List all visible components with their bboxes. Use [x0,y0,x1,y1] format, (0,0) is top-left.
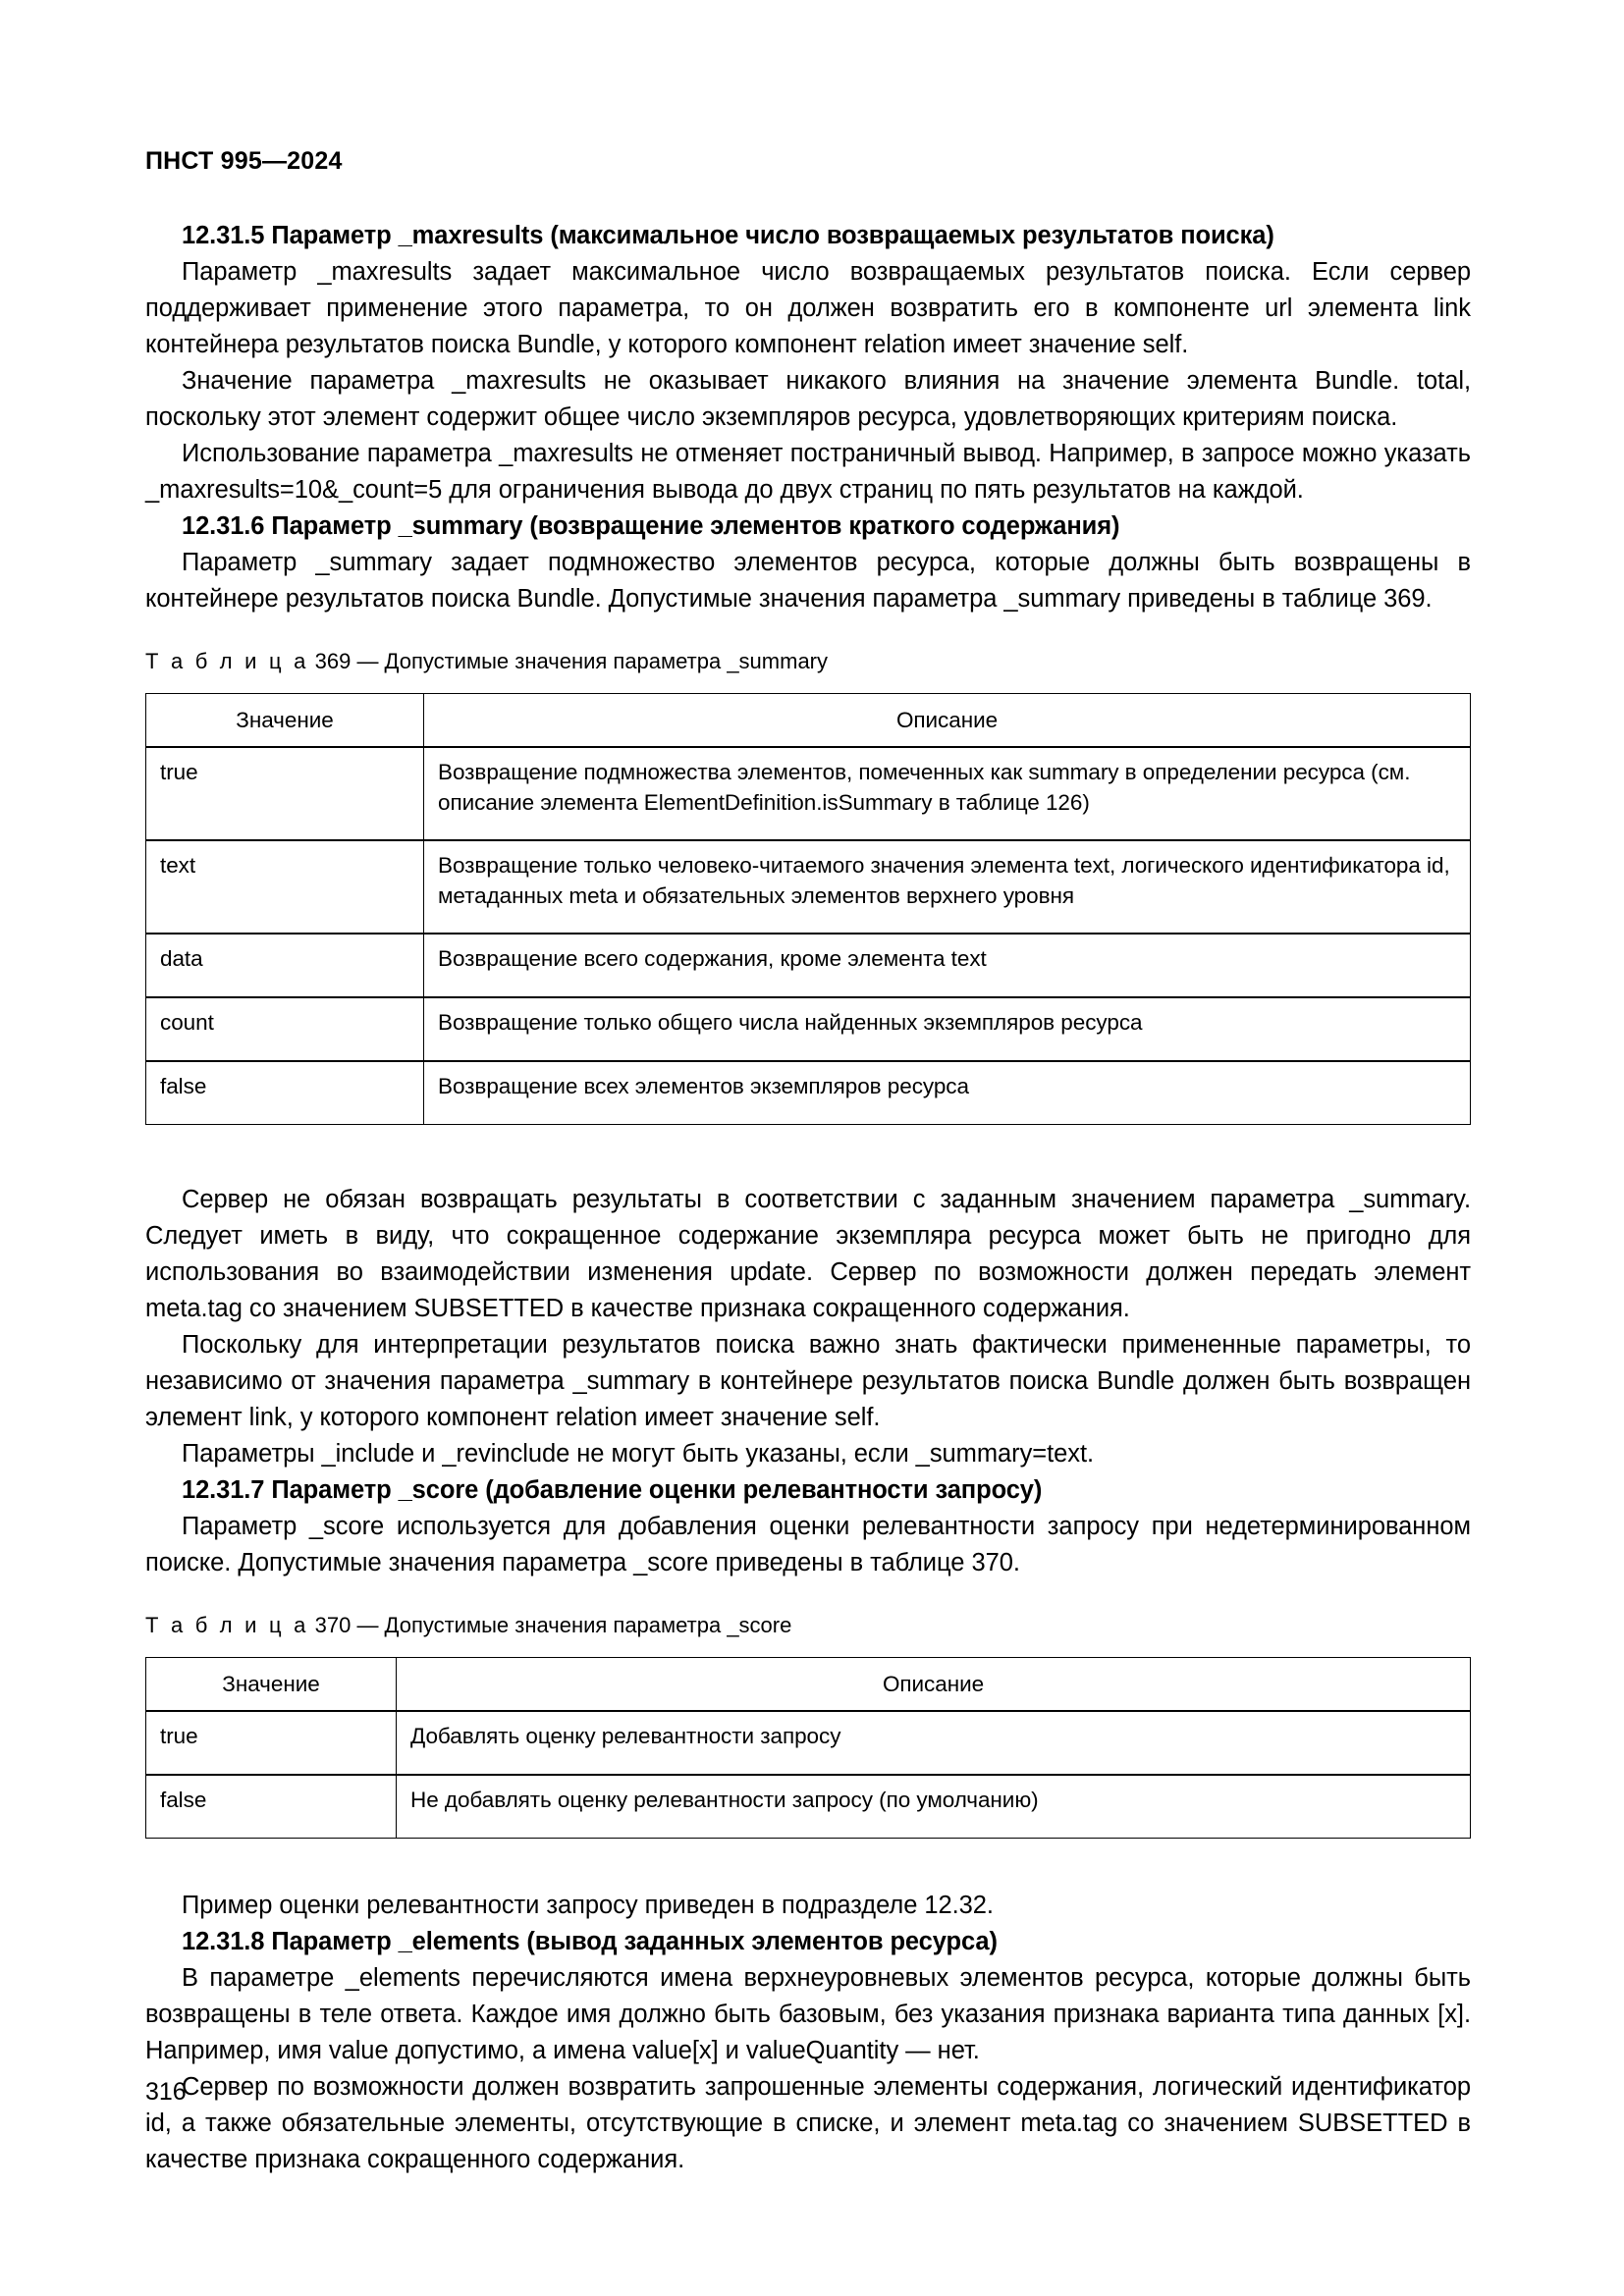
table-370-value-0: true [146,1711,397,1775]
table-370-caption-rest: 370 — Допустимые значения параметра _score [308,1613,792,1637]
paragraph-12-31-5-3: Использование параметра _maxresults не отменяет постраничный вывод. Например, в запросе можно указать _maxresults=10&_count=5 для ограничения вывода до двух страниц по пять результатов на каждой. [145,440,1471,504]
table-row [146,997,1471,1061]
table-370-col-value: Значение [146,1658,397,1712]
table-370-caption-word: Т а б л и ц а [145,1613,309,1637]
heading-12-31-8: 12.31.8 Параметр _elements (вывод заданных элементов ресурса) [182,1928,998,1955]
heading-12-31-5: 12.31.5 Параметр _maxresults (максимальное число возвращаемых результатов поиска) [182,222,1274,249]
table-369-value-2: data [146,934,424,997]
paragraph-12-31-6-after-2: Поскольку для интерпретации результатов поиска важно знать фактически примененные параметры, то независимо от значения параметра _summary в контейнере результатов поиска Bundle должен быть возвращен элемент link, у которого компонент relation имеет значение self. [145,1331,1471,1431]
table-row [146,934,1471,997]
table-370-caption [145,1611,1471,1640]
paragraph-12-31-5-1: Параметр _maxresults задает максимальное число возвращаемых результатов поиска. Если сервер поддерживает применение этого параметра, то он должен возвратить его в компоненте url элемента link контейнера результатов поиска Bundle, у которого компонент relation имеет значение self. [145,258,1471,358]
table-row [146,1711,1471,1775]
paragraph-12-31-7-after-1: Пример оценки релевантности запросу приведен в подразделе 12.32. [182,1892,994,1919]
table-370-col-description: Описание [397,1658,1471,1712]
table-row [146,1775,1471,1839]
table-369-col-description: Описание [424,694,1471,748]
paragraph-12-31-6-after-1: Сервер не обязан возвращать результаты в соответствии с заданным значением параметра _summary. Следует иметь в виду, что сокращенное содержание экземпляра ресурса может быть не пригодно для использования во взаимодействии изменения update. Сервер по возможности должен передать элемент meta.tag со значением SUBSETTED в качестве признака сокращенного содержания. [145,1186,1471,1322]
table-369-col-value: Значение [146,694,424,748]
table-369-description-4: Возвращение всех элементов экземпляров ресурса [424,1061,1471,1125]
table-369-value-4: false [146,1061,424,1125]
table-369-value-1: text [146,840,424,934]
running-head: ПНСТ 995—2024 [145,147,343,175]
table-369-description-0: Возвращение подмножества элементов, помеченных как summary в определении ресурса (см. описание элемента ElementDefinition.isSummary в таблице 126) [424,747,1471,840]
table-369-value-3: count [146,997,424,1061]
heading-12-31-7: 12.31.7 Параметр _score (добавление оценки релевантности запросу) [182,1476,1043,1504]
table-row [146,840,1471,934]
table-370-value-1: false [146,1775,397,1839]
table-370 [145,1657,1471,1839]
table-370-header-row [146,1658,1471,1712]
table-369-caption [145,647,1471,676]
table-369-header-row [146,694,1471,748]
paragraph-12-31-6-after-3: Параметры _include и _revinclude не могут быть указаны, если _summary=text. [182,1440,1095,1468]
table-369-description-3: Возвращение только общего числа найденных экземпляров ресурса [424,997,1471,1061]
table-369 [145,693,1471,1125]
table-row [146,747,1471,840]
table-369-description-2: Возвращение всего содержания, кроме элемента text [424,934,1471,997]
table-row [146,1061,1471,1125]
table-369-value-0: true [146,747,424,840]
paragraph-12-31-8-1: В параметре _elements перечисляются имена верхнеуровневых элементов ресурса, которые должны быть возвращены в теле ответа. Каждое имя должно быть базовым, без указания признака варианта типа данных [x]. Например, имя value допустимо, а имена value[x] и valueQuantity — нет. [145,1964,1471,2064]
page-content [145,218,1471,2178]
paragraph-12-31-8-2: Сервер по возможности должен возвратить запрошенные элементы содержания, логический идентификатор id, а также обязательные элементы, отсутствующие в списке, и элемент meta.tag со значением SUBSETTED в качестве признака сокращенного содержания. [145,2073,1471,2173]
paragraph-12-31-5-2: Значение параметра _maxresults не оказывает никакого влияния на значение элемента Bundle. total, поскольку этот элемент содержит общее число экземпляров ресурса, удовлетворяющих критериям поиска. [145,367,1471,431]
table-369-caption-rest: 369 — Допустимые значения параметра _summary [308,649,828,673]
table-370-description-1: Не добавлять оценку релевантности запросу (по умолчанию) [397,1775,1471,1839]
table-370-description-0: Добавлять оценку релевантности запросу [397,1711,1471,1775]
page-number: 316 [145,2078,187,2106]
table-369-description-1: Возвращение только человеко-читаемого значения элемента text, логического идентификатора id, метаданных meta и обязательных элементов верхнего уровня [424,840,1471,934]
paragraph-12-31-7-1: Параметр _score используется для добавления оценки релевантности запросу при недетерминированном поиске. Допустимые значения параметра _score приведены в таблице 370. [145,1513,1471,1576]
table-369-caption-word: Т а б л и ц а [145,649,309,673]
heading-12-31-6: 12.31.6 Параметр _summary (возвращение элементов краткого содержания) [182,512,1120,540]
paragraph-12-31-6-1: Параметр _summary задает подмножество элементов ресурса, которые должны быть возвращены в контейнере результатов поиска Bundle. Допустимые значения параметра _summary приведены в таблице 369. [145,549,1471,613]
